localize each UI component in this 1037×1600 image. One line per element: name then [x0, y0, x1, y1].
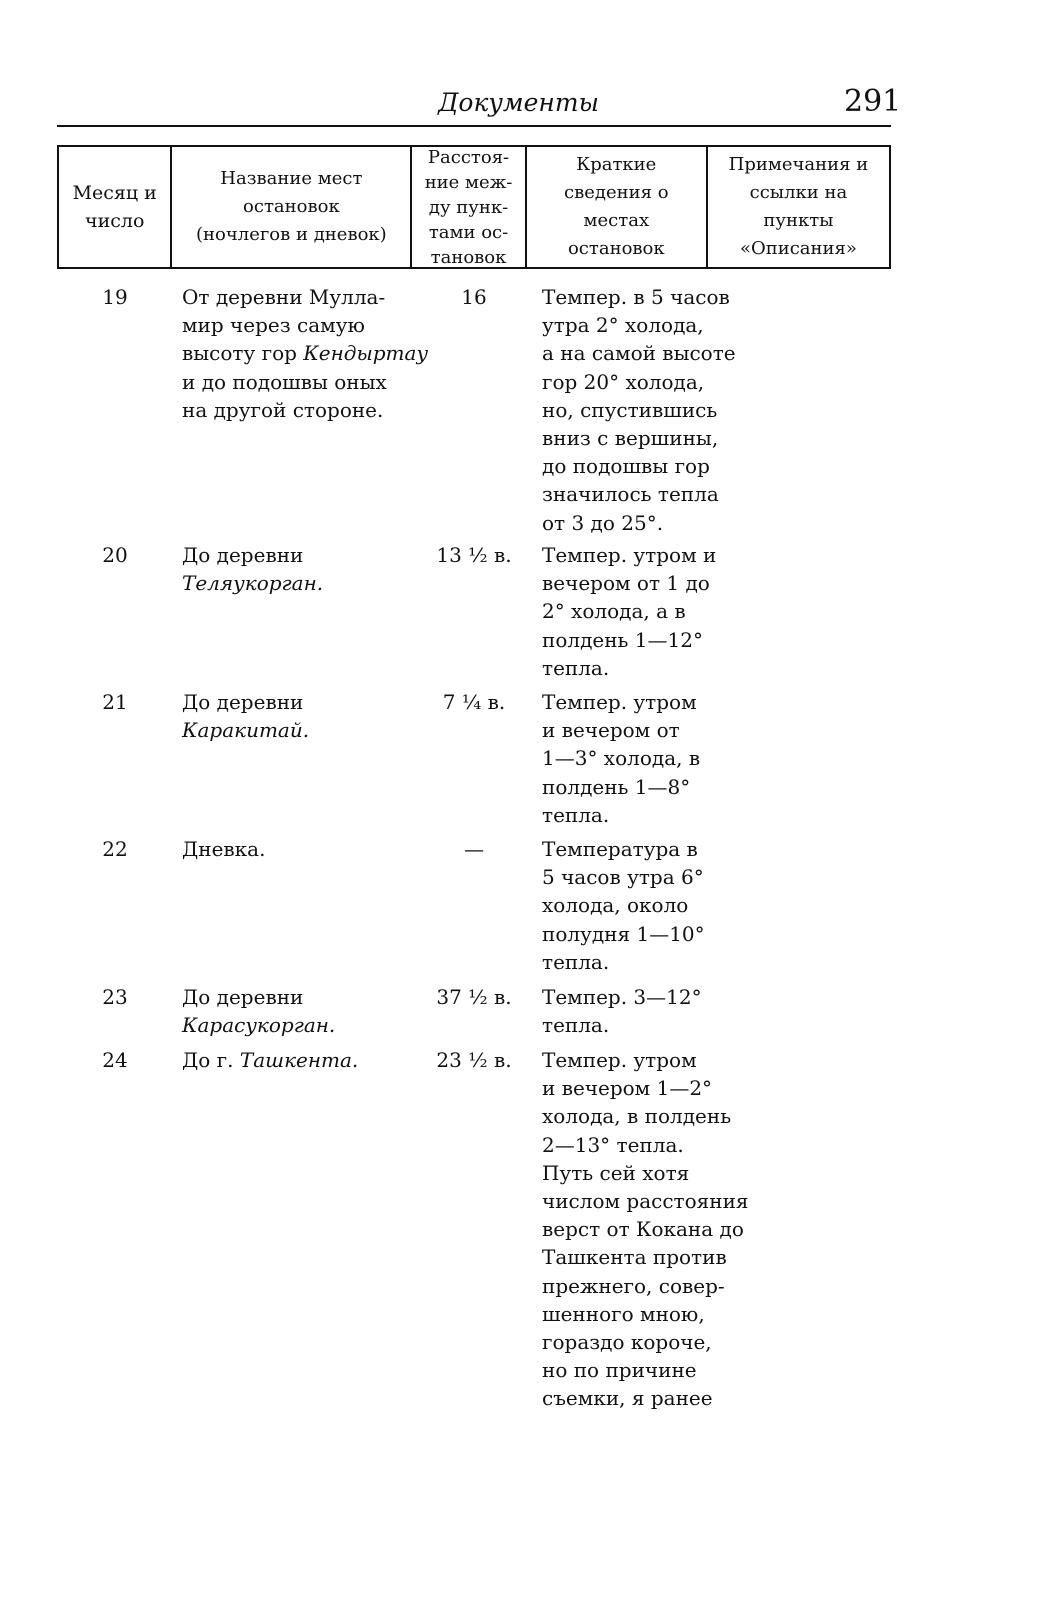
column-header-info-label: Краткие сведения о местах остановок [564, 154, 669, 259]
row-info: Температура в 5 часов утра 6° холода, около полудня 1—10° тепла. [542, 837, 705, 974]
place-text: До деревни [182, 690, 304, 714]
row-distance: 7 ¼ в. [442, 690, 506, 714]
column-header-distance [412, 147, 526, 267]
place-name: Кендыртау [303, 341, 429, 366]
column-header-place-label: Название мест остановок (ночлегов и дневок) [196, 168, 387, 245]
row-place [182, 688, 437, 744]
column-header-place [172, 147, 412, 267]
row-date: 24 [102, 1048, 128, 1072]
row-date: 22 [102, 837, 128, 861]
place-name: Ташкента. [239, 1048, 359, 1072]
place-text: До г. [182, 1048, 240, 1072]
place-name: Каракитай. [182, 718, 310, 743]
place-text-after: и до подошвы оных на другой стороне. [182, 369, 387, 422]
row-place [182, 835, 437, 863]
column-header-notes [708, 147, 889, 267]
row-info: Темпер. утром и вечером от 1—3° холода, в полдень 1—8° тепла. [542, 690, 701, 827]
row-date: 21 [102, 690, 128, 714]
column-header-distance-label: Расстоя- ние меж- ду пунк- тами ос- тановок [424, 146, 513, 268]
row-info: Темпер. утром и вечером от 1 до 2° холода, а в полдень 1—12° тепла. [542, 543, 717, 680]
row-distance: 16 [461, 285, 487, 309]
row-date: 23 [102, 985, 128, 1009]
column-header-notes-label: Примечания и ссылки на пункты «Описания» [728, 154, 869, 259]
place-name: Теляукорган. [182, 571, 324, 596]
column-header-info [527, 147, 708, 267]
place-text: До деревни [182, 985, 304, 1009]
row-distance: — [464, 837, 484, 861]
row-info: Темпер. 3—12° тепла. [542, 985, 702, 1038]
row-place [182, 283, 437, 424]
row-distance: 23 ½ в. [436, 1048, 512, 1072]
row-distance: 13 ½ в. [436, 543, 512, 567]
row-place [182, 983, 437, 1039]
page-number: 291 [844, 84, 902, 119]
row-distance: 37 ½ в. [436, 985, 512, 1009]
running-title: Документы [438, 88, 599, 117]
row-place [182, 1046, 437, 1074]
row-date: 20 [102, 543, 128, 567]
row-date: 19 [102, 285, 128, 309]
place-text: От деревни Мулла- мир через самую высоту гор [182, 285, 386, 366]
row-place [182, 541, 437, 597]
place-text: Дневка. [182, 837, 266, 861]
column-header-date-label: Месяц и число [72, 182, 157, 232]
place-name: Карасукорган. [182, 1013, 336, 1038]
place-text: До деревни [182, 543, 304, 567]
header-rule [57, 125, 891, 127]
row-info: Темпер. утром и вечером 1—2° холода, в полдень 2—13° тепла. Путь сей хотя числом расстояния верст от Кокана до Ташкента против прежнего, совер- шенного мною, гораздо короче, но по причине съемки, я ранее [542, 1048, 749, 1411]
row-info: Темпер. в 5 часов утра 2° холода, а на самой высоте гор 20° холода, но, спустившись вниз с вершины, до подошвы гор значилось тепла от 3 до 25°. [542, 285, 736, 535]
column-header-date [59, 147, 172, 267]
table-header [57, 145, 891, 269]
